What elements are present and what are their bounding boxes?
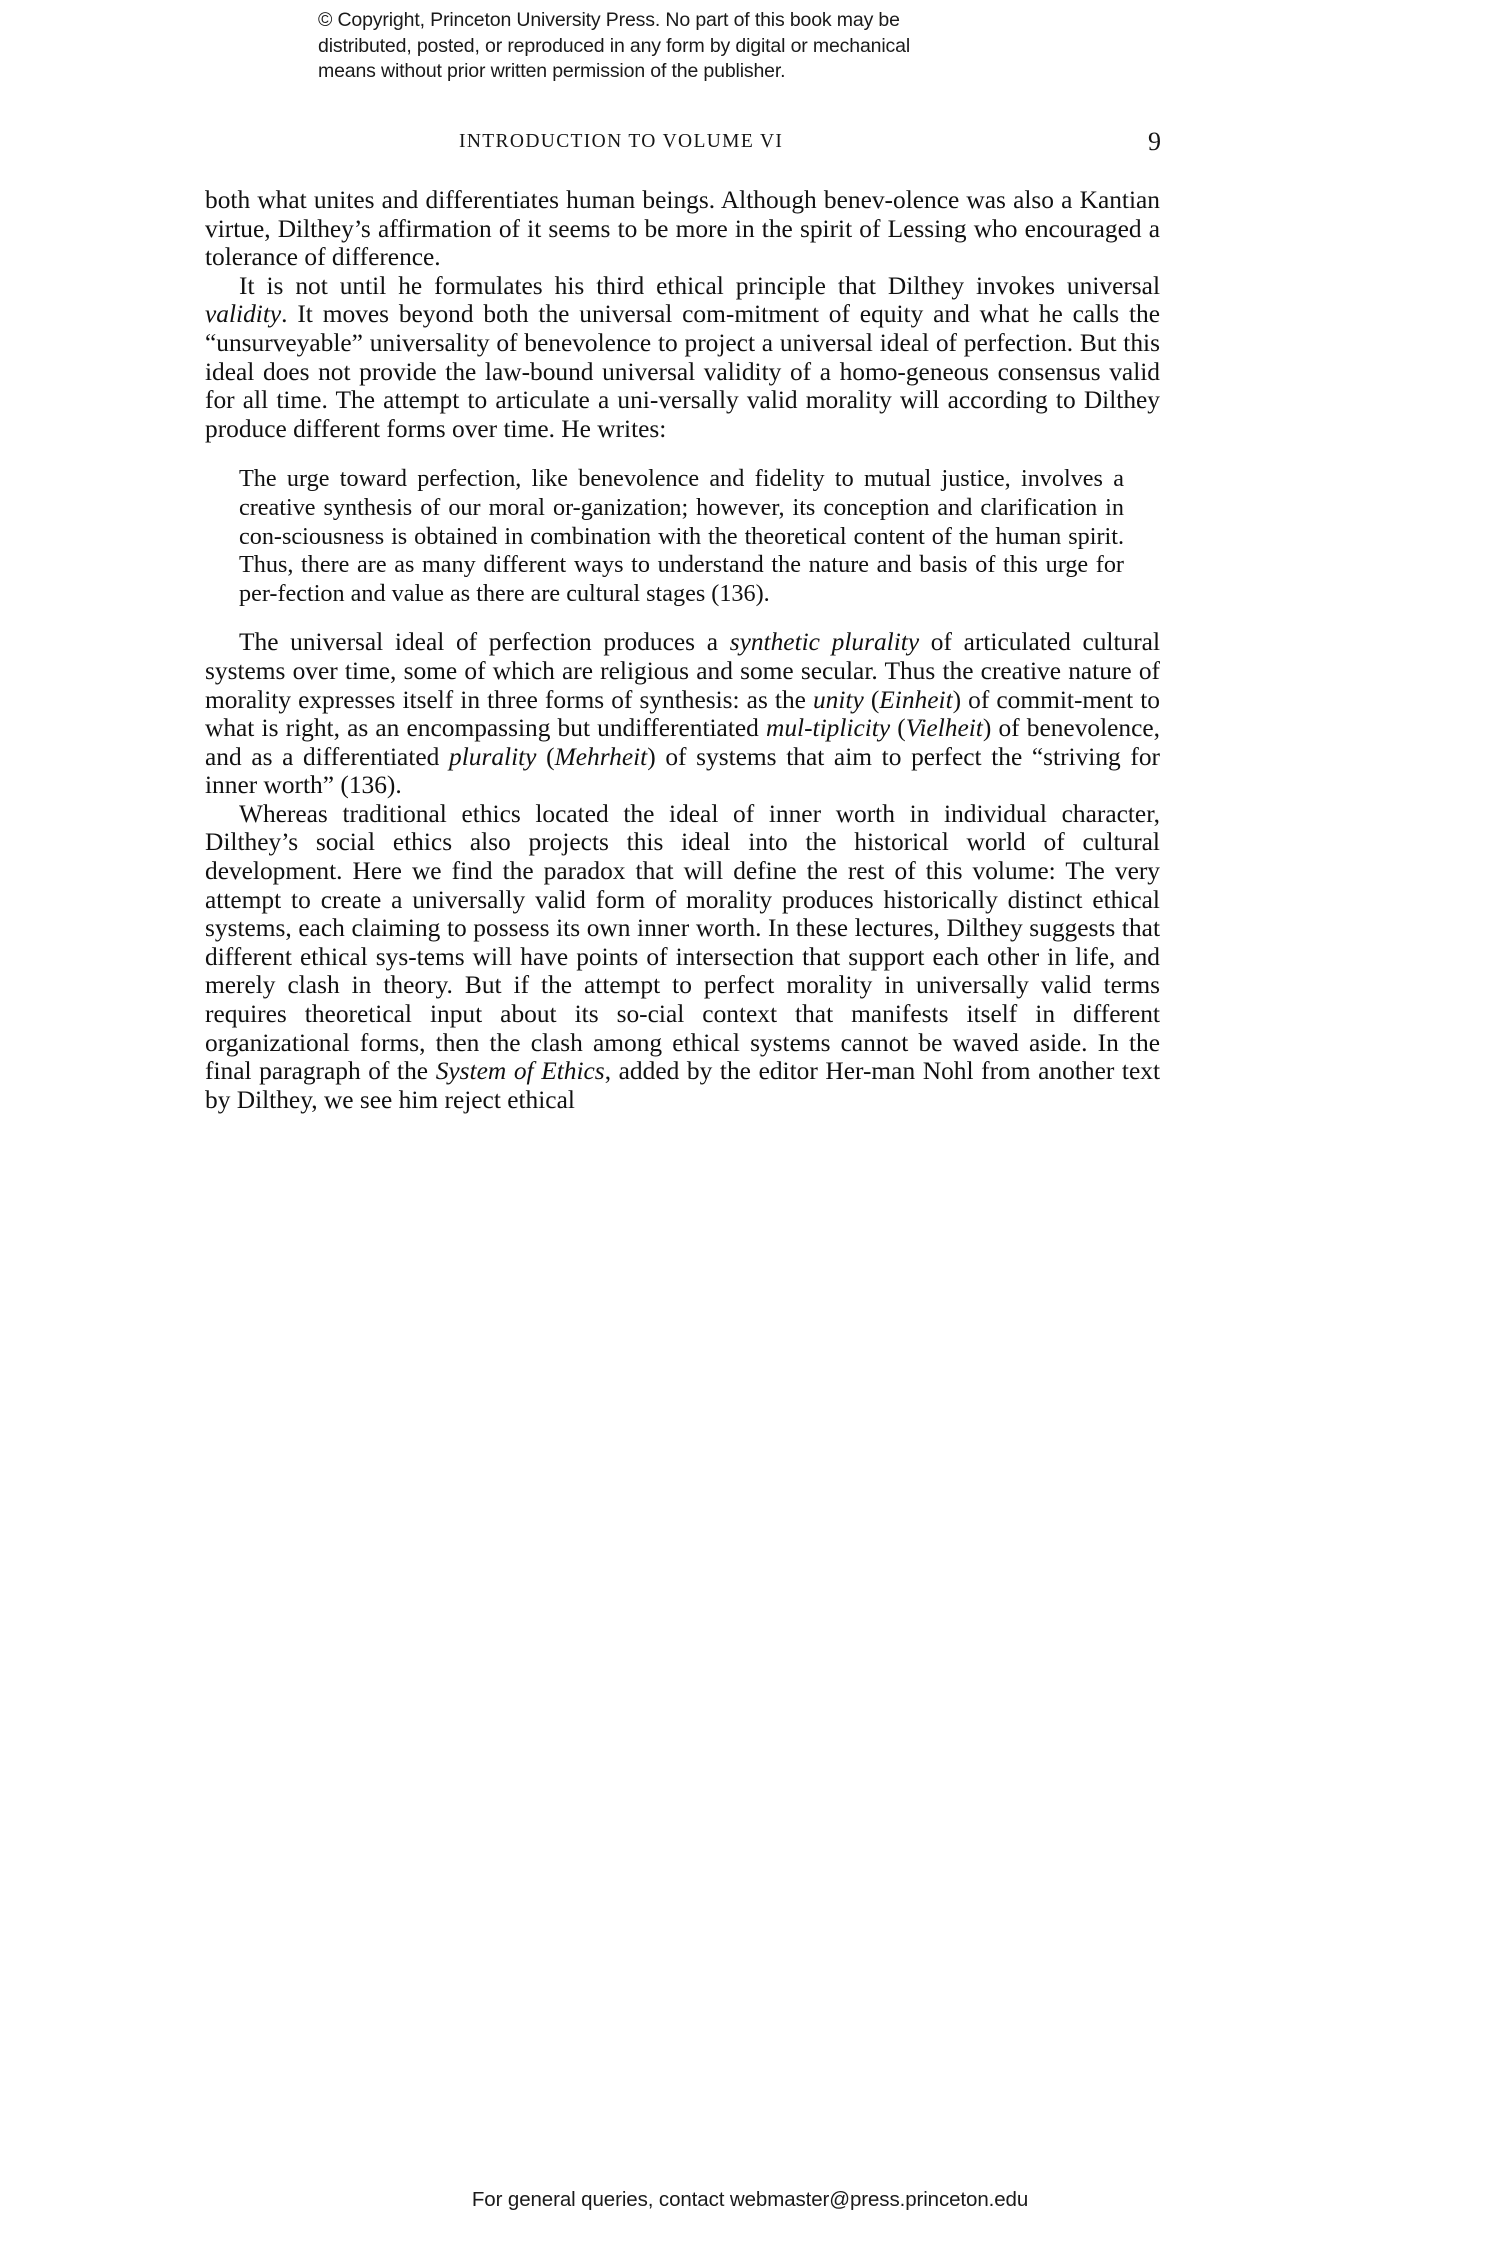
running-head-title: INTRODUCTION TO VOLUME VI — [459, 131, 784, 152]
paragraph-3-run-8: ) of systems that aim to perfect the “striving for inner worth” (136). — [205, 742, 1160, 800]
paragraph-3-italic-vielheit: Vielheit — [905, 714, 983, 743]
paragraph-2-run-2: . It moves beyond both the universal com-mitment of equity and what he calls the “unsurveyable” universality of benevolence to project a universal ideal of perfection. But this ideal does not provide the law-bound universal validity of a homo-geneous consensus valid for all time. The attempt to articulate a uni-versally valid morality will according to Dilthey produce different forms over time. He writes: — [205, 300, 1160, 443]
paragraph-3-run-5: ( — [890, 714, 906, 743]
paragraph-3-run-7: ( — [536, 742, 555, 771]
paragraph-3-run-2: of articulated cultural systems over time, some of which are religious and some secular. Thus the creative nature of morality expresses itself in three forms of synthesis: as the — [205, 628, 1160, 714]
block-quote — [205, 465, 1160, 608]
running-head — [205, 127, 1165, 157]
text-block — [205, 186, 1160, 1114]
paragraph-3-italic-mehrheit: Mehrheit — [554, 742, 648, 771]
paragraph-4 — [205, 800, 1160, 1115]
paragraph-3-italic-unity: unity — [812, 685, 864, 714]
copyright-line-2: distributed, posted, or reproduced in any form by digital or mechanical — [318, 34, 911, 57]
paragraph-3 — [205, 628, 1160, 800]
paragraph-2 — [205, 272, 1160, 444]
copyright-line-1: © Copyright, Princeton University Press. No part of this book may be — [318, 9, 900, 31]
paragraph-3-italic-multiplicity: mul-tiplicity — [766, 714, 891, 743]
block-quote-text: The urge toward perfection, like benevolence and fidelity to mutual justice, involves a creative synthesis of our moral or-ganization; however, its conception and clarification in con-sciousness is obtained in combination with the theoretical content of the human spirit. Thus, there are as many different ways to understand the nature and basis of this urge for per-fection and value as there are cultural stages (136). — [239, 465, 1124, 607]
paragraph-4-run-1: Whereas traditional ethics located the ideal of inner worth in individual character, Dilthey’s social ethics also projects this ideal into the historical world of cultural development. Here we find the paradox that will define the rest of this volume: The very attempt to create a universally valid form of morality produces historically distinct ethical systems, each claiming to possess its own inner worth. In these lectures, Dilthey suggests that different ethical sys-tems will have points of intersection that support each other in life, and merely clash in theory. But if the attempt to perfect morality in universally valid terms requires theoretical input about its so-cial context that manifests itself in different organizational forms, then the clash among ethical systems cannot be waved aside. In the final paragraph of the — [205, 799, 1160, 1086]
paragraph-3-italic-synthetic-plurality: synthetic plurality — [729, 628, 920, 657]
paragraph-3-italic-einheit: Einheit — [879, 685, 953, 714]
copyright-notice — [318, 8, 918, 85]
paragraph-3-run-4: ) of commit-ment to what is right, as an encompassing but undifferentiated — [205, 685, 1160, 743]
paragraph-3-italic-plurality: plurality — [449, 742, 537, 771]
paragraph-4-italic-system-of-ethics: System of Ethics — [435, 1057, 605, 1086]
footer-queries-line: For general queries, contact webmaster@press.princeton.edu — [471, 2188, 1029, 2211]
paragraph-3-run-6: ) of benevolence, and as a differentiated — [205, 714, 1160, 771]
paragraph-4-run-2: , added by the editor Her-man Nohl from another text by Dilthey, we see him reject ethical — [205, 1057, 1160, 1114]
paragraph-2-italic-validity: validity — [205, 300, 282, 329]
paragraph-3-run-3: ( — [863, 685, 880, 714]
paragraph-2-run-1: It is not until he formulates his third ethical principle that Dilthey invokes universal — [239, 271, 1160, 300]
copyright-line-3: means without prior written permission of the publisher. — [318, 60, 786, 82]
paragraph-1-run-1: both what unites and differentiates human beings. Although benev-olence was also a Kantian virtue, Dilthey’s affirmation of it seems to be more in the spirit of Lessing who encouraged a tolerance of difference. — [205, 186, 1160, 272]
paragraph-3-run-1: The universal ideal of perfection produces a — [239, 628, 730, 657]
paragraph-1 — [205, 186, 1160, 272]
page-number: 9 — [1148, 127, 1161, 156]
